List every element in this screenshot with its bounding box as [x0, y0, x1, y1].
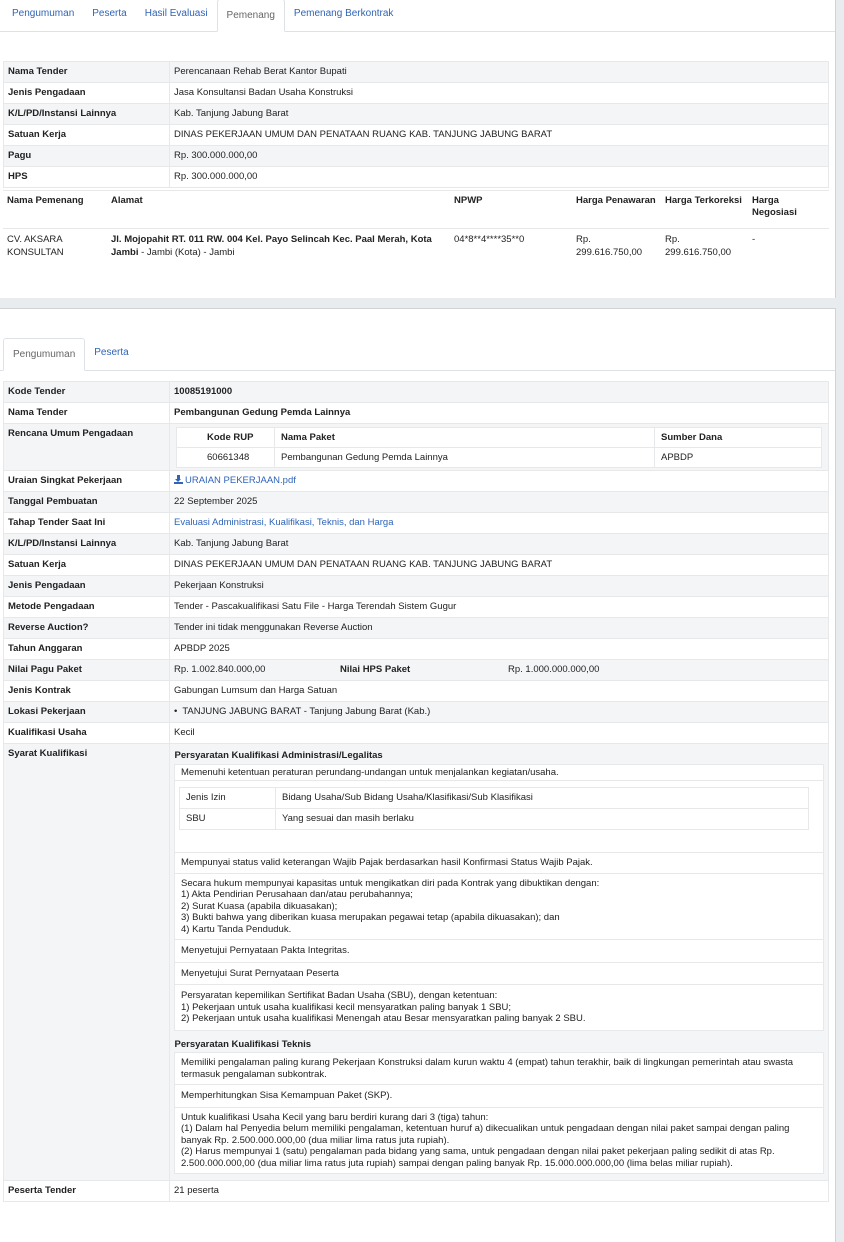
peserta-value: 21 peserta — [170, 1181, 829, 1202]
info-row — [4, 702, 829, 723]
col-nama-pemenang: Nama Pemenang — [3, 191, 107, 229]
winner-harga-negosiasi: - — [752, 234, 756, 245]
info-label: Satuan Kerja — [4, 555, 170, 576]
bullet-icon: • — [174, 706, 178, 717]
tender-info-table — [3, 61, 829, 188]
col-harga-negosiasi: Harga Negosiasi — [748, 191, 829, 229]
info-row — [4, 576, 829, 597]
nama-tender-value: Pembangunan Gedung Pemda Lainnya — [170, 403, 829, 424]
info-value: Tender ini tidak menggunakan Reverse Auction — [170, 618, 829, 639]
info-row — [4, 597, 829, 618]
info-label: Tahap Tender Saat Ini — [4, 513, 170, 534]
info-row — [4, 681, 829, 702]
kode-tender-value: 10085191000 — [170, 382, 829, 403]
winner-row — [3, 229, 829, 264]
info-label: HPS — [4, 167, 170, 188]
izin-col-jenis: Jenis Izin — [180, 788, 276, 809]
winner-address-region: - Jambi (Kota) - Jambi — [138, 247, 235, 258]
col-npwp: NPWP — [450, 191, 572, 229]
uraian-link-text: URAIAN PEKERJAAN.pdf — [185, 475, 296, 486]
rup-nama-paket: Pembangunan Gedung Pemda Lainnya — [275, 448, 655, 468]
nilai-hps-value: Rp. 1.000.000.000,00 — [508, 664, 600, 675]
teknis-item: Memiliki pengalaman paling kurang Pekerjaan Konstruksi dalam kurun waktu 4 (empat) tahun terakhir, baik di lingkungan pemerintah atau swasta termasuk pengalaman subkontrak. — [175, 1053, 824, 1085]
info-row — [4, 534, 829, 555]
teknis-item: Untuk kualifikasi Usaha Kecil yang baru berdiri kurang dari 3 (tiga) tahun: (1) Dalam hal Penyedia belum memiliki pengalaman, ketentuan huruf a) dikecualikan untuk pengadaan dengan nilai paket sampai dengan paling banyak Rp. 2.500.000.000,00 (dua miliar lima ratus juta rupiah). (2) Harus mempunyai 1 (satu) pengalaman pada bidang yang sama, untuk pengadaan dengan nilai paket pekerjaan paling sedikit di atas Rp. 2.500.000.000,00 (dua miliar lima ratus juta rupiah) sampai dengan paling banyak Rp. 15.000.000.000,00 (lima belas miliar rupiah). — [175, 1107, 824, 1174]
izin-jenis: SBU — [180, 809, 276, 830]
info-row — [4, 639, 829, 660]
info-label: Pagu — [4, 146, 170, 167]
uraian-cell — [170, 471, 829, 492]
info-row — [4, 125, 829, 146]
teknis-item: Memperhitungkan Sisa Kemampuan Paket (SKP). — [175, 1085, 824, 1108]
info-label: K/L/PD/Instansi Lainnya — [4, 534, 170, 555]
info-row — [4, 104, 829, 125]
info-label: K/L/PD/Instansi Lainnya — [4, 104, 170, 125]
info-label: Reverse Auction? — [4, 618, 170, 639]
winner-address-street: Jl. Mojopahit RT. 011 RW. 004 Kel. Payo Selincah Kec. Paal Merah, Kota Jambi — [111, 234, 432, 258]
rup-row — [177, 448, 822, 468]
info-value: Kab. Tanjung Jabung Barat — [170, 104, 829, 125]
rup-kode: 60661348 — [177, 448, 275, 468]
izin-table — [179, 787, 809, 830]
rup-col-sumber-dana: Sumber Dana — [655, 428, 822, 448]
winner-table — [3, 190, 829, 263]
info-label: Jenis Pengadaan — [4, 576, 170, 597]
info-label: Kualifikasi Usaha — [4, 723, 170, 744]
tab-peserta[interactable]: Peserta — [94, 347, 129, 358]
info-row — [4, 62, 829, 83]
izin-col-bidang: Bidang Usaha/Sub Bidang Usaha/Klasifikasi/Sub Klasifikasi — [276, 788, 809, 809]
info-label: Jenis Pengadaan — [4, 83, 170, 104]
info-value: APBDP 2025 — [170, 639, 829, 660]
admin-item: Menyetujui Surat Pernyataan Peserta — [175, 962, 824, 985]
info-label: Rencana Umum Pengadaan — [4, 424, 170, 471]
col-harga-terkoreksi: Harga Terkoreksi — [661, 191, 748, 229]
rup-sumber-dana: APBDP — [655, 448, 822, 468]
winner-npwp: 04*8**4****35**0 — [454, 234, 525, 245]
lokasi-value: TANJUNG JABUNG BARAT - Tanjung Jabung Barat (Kab.) — [182, 706, 431, 717]
winner-card — [0, 0, 836, 298]
winner-harga-terkoreksi: Rp. 299.616.750,00 — [665, 234, 732, 258]
info-value: Rp. 300.000.000,00 — [170, 167, 829, 188]
info-row — [4, 513, 829, 534]
tab-pengumuman[interactable]: Pengumuman — [12, 8, 75, 19]
tab-pemenang-berkontrak[interactable]: Pemenang Berkontrak — [293, 8, 394, 19]
info-label: Tanggal Pembuatan — [4, 492, 170, 513]
winner-name: CV. AKSARA KONSULTAN — [7, 234, 64, 258]
rup-col-nama-paket: Nama Paket — [275, 428, 655, 448]
info-row — [4, 83, 829, 104]
announcement-table — [3, 381, 829, 1202]
tahap-tender-cell — [170, 513, 829, 534]
info-row — [4, 723, 829, 744]
admin-item: Mempunyai status valid keterangan Wajib Pajak berdasarkan hasil Konfirmasi Status Wajib Pajak. — [175, 853, 824, 874]
col-harga-penawaran: Harga Penawaran — [572, 191, 661, 229]
info-row — [4, 403, 829, 424]
nilai-hps-label: Nilai HPS Paket — [340, 664, 411, 675]
info-row — [4, 167, 829, 188]
rup-col-kode: Kode RUP — [177, 428, 275, 448]
tab-hasil-evaluasi[interactable]: Hasil Evaluasi — [144, 8, 208, 19]
info-value: Kecil — [170, 723, 829, 744]
info-row — [4, 618, 829, 639]
col-alamat: Alamat — [107, 191, 450, 229]
info-value: Tender - Pascakualifikasi Satu File - Harga Terendah Sistem Gugur — [170, 597, 829, 618]
syarat-table — [174, 746, 824, 1174]
info-label: Syarat Kualifikasi — [4, 744, 170, 1181]
info-label: Nilai Pagu Paket — [4, 660, 170, 681]
admin-item: Memenuhi ketentuan peraturan perundang-undangan untuk menjalankan kegiatan/usaha. — [175, 764, 824, 781]
info-label: Lokasi Pekerjaan — [4, 702, 170, 723]
admin-item: Secara hukum mempunyai kapasitas untuk mengikatkan diri pada Kontrak yang dibuktikan dengan: 1) Akta Pendirian Perusahaan dan/atau perubahannya; 2) Surat Kuasa (apabila dikuasakan); 3) Bukti bahwa yang diberikan kuasa merupakan pegawai tetap (apabila dikuasakan); dan 4) Kartu Tanda Penduduk. — [175, 873, 824, 940]
info-label: Satuan Kerja — [4, 125, 170, 146]
nilai-pagu-value: Rp. 1.002.840.000,00 — [174, 664, 266, 675]
syarat-cell — [170, 744, 829, 1181]
info-row — [4, 471, 829, 492]
tab-bar — [0, 339, 835, 371]
info-value: DINAS PEKERJAAN UMUM DAN PENATAAN RUANG KAB. TANJUNG JABUNG BARAT — [170, 125, 829, 146]
info-row — [4, 146, 829, 167]
info-row — [4, 1181, 829, 1202]
admin-item: Menyetujui Pernyataan Pakta Integritas. — [175, 940, 824, 963]
info-row — [4, 555, 829, 576]
info-value: DINAS PEKERJAAN UMUM DAN PENATAAN RUANG KAB. TANJUNG JABUNG BARAT — [170, 555, 829, 576]
info-row — [4, 744, 829, 1181]
winner-harga-penawaran: Rp. 299.616.750,00 — [576, 234, 643, 258]
nilai-cell — [170, 660, 829, 681]
tab-pemenang[interactable]: Pemenang — [217, 0, 285, 32]
info-row — [4, 382, 829, 403]
tab-pengumuman[interactable]: Pengumuman — [3, 338, 85, 371]
rup-cell — [170, 424, 829, 471]
download-icon — [174, 475, 183, 484]
info-row — [4, 492, 829, 513]
info-label: Metode Pengadaan — [4, 597, 170, 618]
winner-address — [107, 229, 450, 264]
info-label: Peserta Tender — [4, 1181, 170, 1202]
info-label: Nama Tender — [4, 403, 170, 424]
info-value: Kab. Tanjung Jabung Barat — [170, 534, 829, 555]
info-value: Perencanaan Rehab Berat Kantor Bupati — [170, 62, 829, 83]
info-label: Jenis Kontrak — [4, 681, 170, 702]
info-value: Jasa Konsultansi Badan Usaha Konstruksi — [170, 83, 829, 104]
rup-table — [176, 427, 822, 468]
lokasi-cell — [170, 702, 829, 723]
tab-peserta[interactable]: Peserta — [92, 8, 127, 19]
tahap-tender-link[interactable]: Evaluasi Administrasi, Kualifikasi, Teknis, dan Harga — [174, 517, 394, 528]
admin-item: Persyaratan kepemilikan Sertifikat Badan Usaha (SBU), dengan ketentuan: 1) Pekerjaan untuk usaha kualifikasi kecil mensyaratkan paling banyak 1 SBU; 2) Pekerjaan untuk usaha kualifikasi Menengah atau Besar mensyaratkan paling banyak 2 SBU. — [175, 985, 824, 1031]
info-label: Uraian Singkat Pekerjaan — [4, 471, 170, 492]
tab-bar — [0, 0, 835, 32]
admin-title: Persyaratan Kualifikasi Administrasi/Legalitas — [174, 750, 383, 761]
izin-bidang: Yang sesuai dan masih berlaku — [276, 809, 809, 830]
info-label: Nama Tender — [4, 62, 170, 83]
info-row — [4, 660, 829, 681]
teknis-title: Persyaratan Kualifikasi Teknis — [174, 1038, 312, 1050]
info-label: Kode Tender — [4, 382, 170, 403]
info-value: 22 September 2025 — [170, 492, 829, 513]
info-row — [4, 424, 829, 471]
info-value: Rp. 300.000.000,00 — [170, 146, 829, 167]
uraian-download-link[interactable] — [174, 475, 296, 486]
info-value: Gabungan Lumsum dan Harga Satuan — [170, 681, 829, 702]
info-label: Tahun Anggaran — [4, 639, 170, 660]
izin-cell — [175, 781, 824, 853]
info-value: Pekerjaan Konstruksi — [170, 576, 829, 597]
